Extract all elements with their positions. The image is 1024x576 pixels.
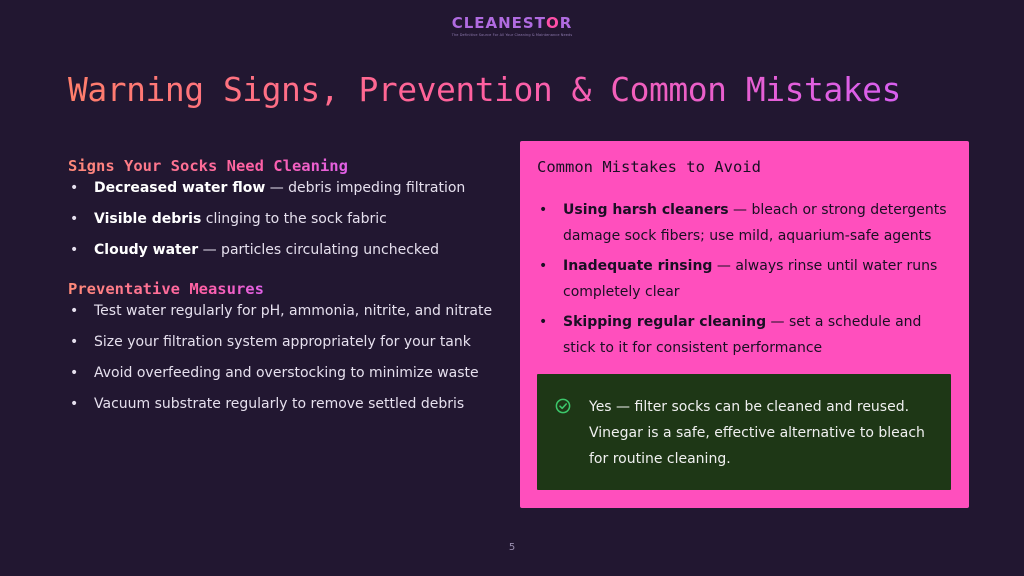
signs-list bbox=[68, 175, 508, 263]
logo-tagline: The Definitive Source For All Your Cleaning & Maintenance Needs bbox=[451, 33, 573, 37]
check-circle-icon bbox=[555, 398, 571, 414]
list-item: • Size your filtration system appropriately for your tank bbox=[68, 329, 508, 355]
logo-wordmark: CLEANESTOR bbox=[451, 14, 573, 32]
prevention-list bbox=[68, 298, 508, 417]
list-item: • Cloudy water — particles circulating unchecked bbox=[68, 237, 508, 263]
mistakes-list bbox=[537, 197, 957, 365]
list-item: • Visible debris clinging to the sock fabric bbox=[68, 206, 508, 232]
prevention-heading: Preventative Measures bbox=[68, 280, 264, 298]
page-number: 5 bbox=[508, 542, 516, 553]
list-item: • Avoid overfeeding and overstocking to minimize waste bbox=[68, 360, 508, 386]
list-item: • Decreased water flow — debris impeding filtration bbox=[68, 175, 508, 201]
callout-text: Yes — filter socks can be cleaned and reused. Vinegar is a safe, effective alternative to bleach for routine cleaning. bbox=[589, 399, 925, 467]
list-item: • Test water regularly for pH, ammonia, nitrite, and nitrate bbox=[68, 298, 508, 324]
signs-heading: Signs Your Socks Need Cleaning bbox=[68, 157, 348, 175]
slide-title: Warning Signs, Prevention & Common Mistakes bbox=[68, 70, 901, 109]
list-item: • Vacuum substrate regularly to remove settled debris bbox=[68, 391, 508, 417]
list-item: • Skipping regular cleaning — set a schedule and stick to it for consistent performance bbox=[537, 309, 957, 361]
mistakes-panel bbox=[520, 141, 969, 508]
list-item: • Using harsh cleaners — bleach or strong detergents damage sock fibers; use mild, aquarium-safe agents bbox=[537, 197, 957, 249]
brand-logo bbox=[0, 14, 1024, 37]
list-item: • Inadequate rinsing — always rinse until water runs completely clear bbox=[537, 253, 957, 305]
mistakes-heading: Common Mistakes to Avoid bbox=[537, 158, 761, 176]
reuse-callout bbox=[537, 374, 951, 490]
left-column bbox=[68, 156, 508, 422]
